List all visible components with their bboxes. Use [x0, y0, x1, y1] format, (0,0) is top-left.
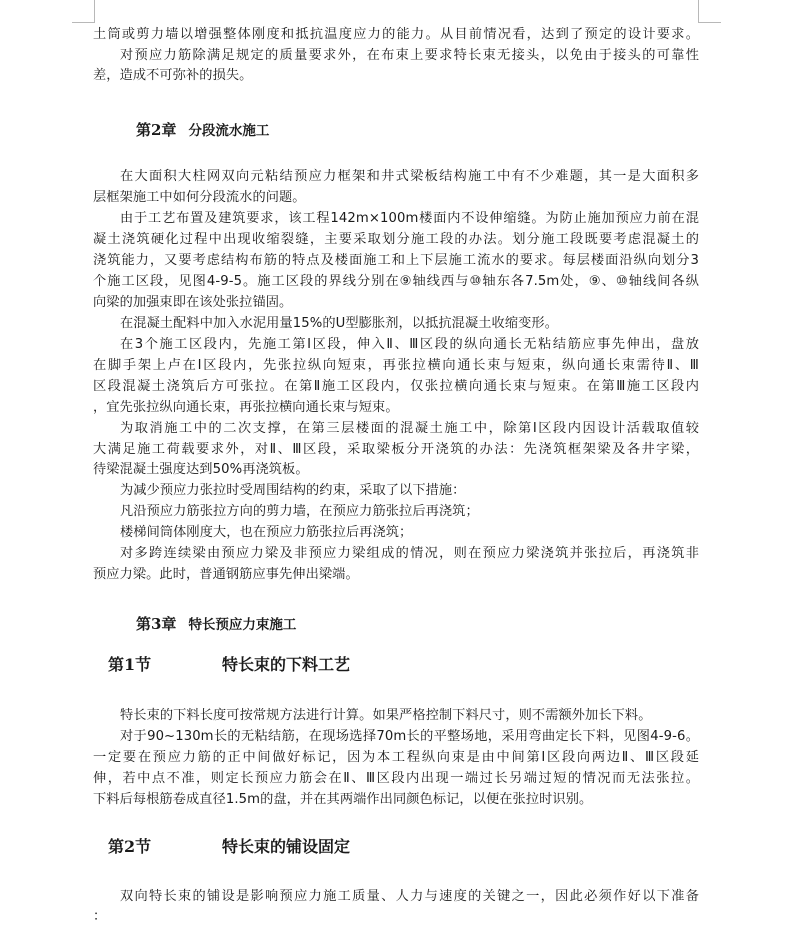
paragraph-line: 一定要在预应力筋的正中间做好标记，因为本工程纵向束是由中间第Ⅰ区段向两边Ⅱ、Ⅲ区段延 [93, 750, 699, 765]
paragraph-line: 对于90~130m长的无粘结筋，在现场选择70m长的平整场地，采用弯曲定长下料，见图4-9-6。 [120, 729, 699, 744]
paragraph-line: 特长束的下料长度可按常规方法进行计算。如果严格控制下料尺寸，则不需额外加长下料。 [120, 708, 652, 723]
section-number: 第1节 [108, 655, 152, 674]
paragraph-line: 伸，若中点不准，则定长预应力筋会在Ⅱ、Ⅲ区段内出现一端过长另端过短的情况而无法张拉。 [93, 771, 699, 786]
section-title: 特长束的铺设固定 [222, 837, 351, 856]
paragraph-line: 差，造成不可弥补的损失。 [93, 68, 253, 83]
chapter-number: 第2章 [136, 121, 177, 139]
paragraph-line: 在大面积大柱网双向元粘结预应力框架和井式梁板结构施工中有不少难题，其一是大面积多 [120, 169, 699, 184]
chapter-number: 第3章 [136, 615, 177, 633]
paragraph-line: ，宜先张拉纵向通长束，再张拉横向通长束与短束。 [93, 400, 399, 415]
paragraph-line: 在混凝土配料中加入水泥用量15%的U型膨胀剂，以抵抗混凝土收缩变形。 [120, 316, 558, 331]
paragraph-line: 双向特长束的铺设是影响预应力施工质量、人力与速度的关键之一，因此必须作好以下准备 [120, 889, 699, 904]
paragraph-line: 在脚手架上卢在Ⅰ区段内，先张拉纵向短束，再张拉横向通长束与短束，纵向通长束需待Ⅱ、Ⅲ [93, 358, 699, 373]
crop-mark-top-right [698, 0, 721, 23]
chapter-heading [136, 614, 296, 635]
crop-mark-top-left [72, 0, 95, 23]
paragraph-line: ： [93, 909, 107, 924]
paragraph-line: 大满足施工荷载要求外，对Ⅱ、Ⅲ区段，采取梁板分开浇筑的办法：先浇筑框架梁及各井字梁， [93, 442, 699, 457]
paragraph-line: 层框架施工中如何分段流水的问题。 [93, 190, 306, 205]
paragraph-line: 区段混凝土浇筑后方可张拉。在第Ⅱ施工区段内，仅张拉横向通长束与短束。在第Ⅲ施工区段内 [93, 379, 699, 394]
paragraph-line: 下料后每根筋卷成直径1.5m的盘，并在其两端作出同颜色标记，以便在张拉时识别。 [93, 792, 593, 807]
paragraph-line: 个施工区段，见图4-9-5。施工区段的界线分别在⑨轴线西与⑩轴东各7.5m处，⑨、⑩轴线间各纵 [93, 274, 699, 289]
chapter-title: 分段流水施工 [188, 123, 270, 139]
paragraph-line: 向梁的加强束即在该处张拉锚固。 [93, 295, 293, 310]
section-number: 第2节 [108, 837, 152, 856]
chapter-heading [136, 120, 269, 141]
paragraph-line: 浇筑能力，又要考虑结构布筋的特点及楼面施工和上下层施工流水的要求。每层楼面沿纵向划分3 [93, 253, 699, 268]
paragraph-line: 由于工艺布置及建筑要求，该工程142m×100m楼面内不设伸缩缝。为防止施加预应力前在混 [120, 211, 699, 226]
paragraph-line: 为取消施工中的二次支撑，在第三层楼面的混凝土施工中，除第Ⅰ区段内因设计活载取值较 [120, 421, 699, 436]
paragraph-line: 土筒或剪力墙以增强整体刚度和抵抗温度应力的能力。从目前情况看，达到了预定的设计要求。 [93, 27, 699, 42]
paragraph-line: 对多跨连续梁由预应力梁及非预应力梁组成的情况，则在预应力梁浇筑并张拉后，再浇筑非 [120, 546, 699, 561]
paragraph-line: 为减少预应力张拉时受周围结构的约束，采取了以下措施： [120, 483, 466, 498]
paragraph-line: 在3个施工区段内，先施工第Ⅰ区段，伸入Ⅱ、Ⅲ区段的纵向通长无粘结筋应事先伸出，盘放 [120, 337, 699, 352]
paragraph-line: 凡沿预应力筋张拉方向的剪力墙，在预应力筋张拉后再浇筑； [120, 504, 479, 519]
paragraph-line: 楼梯间筒体刚度大，也在预应力筋张拉后再浇筑； [120, 525, 413, 540]
paragraph-line: 凝土浇筑硬化过程中出现收缩裂缝，主要采取划分施工段的办法。划分施工段既要考虑混凝土的 [93, 232, 699, 247]
paragraph-line: 预应力梁。此时，普通钢筋应事先伸出梁端。 [93, 567, 359, 582]
paragraph-line: 待梁混凝土强度达到50%再浇筑板。 [93, 462, 309, 477]
chapter-title: 特长预应力束施工 [188, 617, 297, 633]
section-title: 特长束的下料工艺 [222, 655, 351, 674]
paragraph-line: 对预应力筋除满足规定的质量要求外，在布束上要求特长束无接头，以免由于接头的可靠性 [120, 48, 699, 63]
